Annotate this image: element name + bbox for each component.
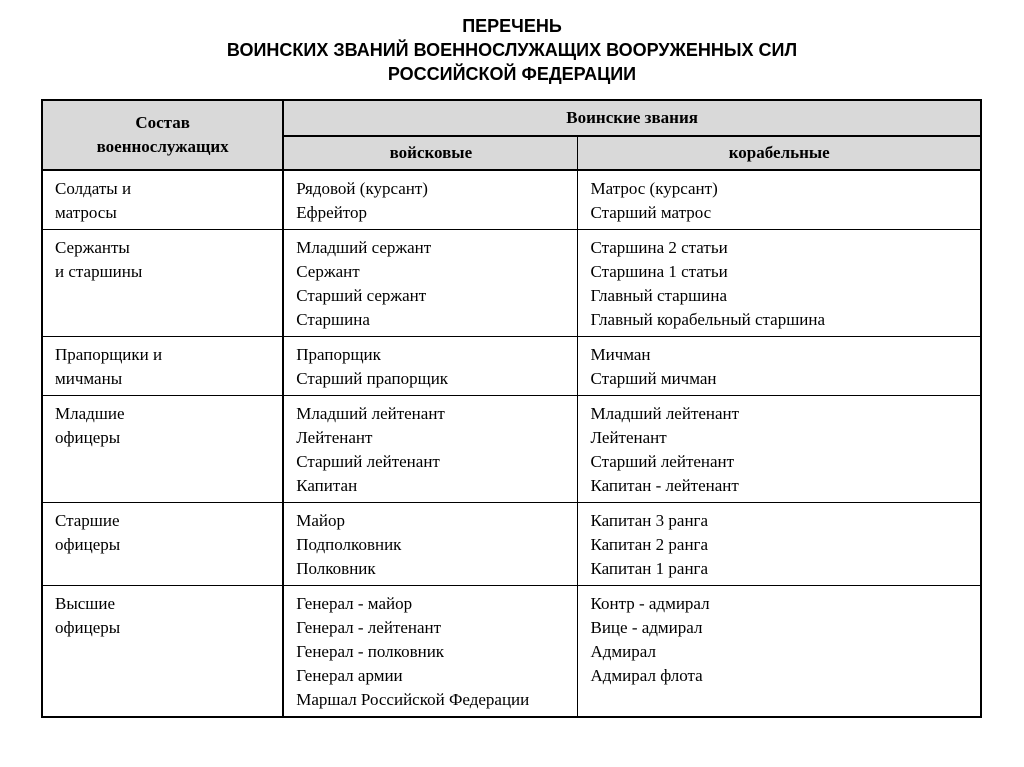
korabelnye-cell	[578, 337, 981, 396]
header-row-top	[42, 100, 981, 136]
rank-line: Старшие	[55, 511, 120, 530]
rank-line: Капитан 2 ранга	[590, 535, 709, 554]
header-korabelnye: корабельные	[578, 136, 981, 170]
rank-line: Генерал - майор	[296, 594, 413, 613]
rank-line: Главный корабельный старшина	[590, 310, 826, 329]
rank-line: Старший лейтенант	[590, 452, 735, 471]
rank-line: Старший сержант	[296, 286, 427, 305]
rank-line: Высшие	[55, 594, 116, 613]
rank-line: Лейтенант	[296, 428, 373, 447]
rank-line: Капитан 3 ранга	[590, 511, 709, 530]
table-row	[42, 170, 981, 230]
rank-line: Маршал Российской Федерации	[296, 690, 530, 709]
rank-line: Младший лейтенант	[296, 404, 445, 423]
rank-line: Вице - адмирал	[590, 618, 703, 637]
rank-line: мичманы	[55, 369, 123, 388]
rank-line: Полковник	[296, 559, 376, 578]
rank-line: и старшины	[55, 262, 143, 281]
header-voiskovye: войсковые	[283, 136, 578, 170]
korabelnye-cell	[578, 230, 981, 337]
rank-line: матросы	[55, 203, 117, 222]
rank-line: Адмирал	[590, 642, 656, 661]
rank-line: Прапорщики и	[55, 345, 163, 364]
rank-line: Главный старшина	[590, 286, 728, 305]
category-cell	[42, 586, 283, 718]
table-row	[42, 586, 981, 718]
voiskovye-cell	[283, 503, 578, 586]
rank-line: Генерал армии	[296, 666, 403, 685]
rank-line: Адмирал флота	[590, 666, 703, 685]
rank-line: Капитан	[296, 476, 358, 495]
rank-line: Старшина	[296, 310, 370, 329]
header-voinskie-zvaniya: Воинские звания	[283, 100, 981, 136]
category-cell	[42, 170, 283, 230]
page-title	[0, 14, 1024, 86]
header-sostav-line-1: Состав	[135, 113, 190, 132]
ranks-table	[41, 99, 982, 718]
rank-line: Сержант	[296, 262, 360, 281]
korabelnye-cell	[578, 170, 981, 230]
korabelnye-cell	[578, 396, 981, 503]
category-cell	[42, 337, 283, 396]
rank-line: Контр - адмирал	[590, 594, 710, 613]
rank-line: Генерал - лейтенант	[296, 618, 442, 637]
ranks-table-body	[42, 170, 981, 717]
rank-line: Солдаты и	[55, 179, 132, 198]
rank-line: Сержанты	[55, 238, 130, 257]
rank-line: офицеры	[55, 618, 121, 637]
table-row	[42, 230, 981, 337]
rank-line: Мичман	[590, 345, 651, 364]
table-row	[42, 337, 981, 396]
rank-line: Капитан - лейтенант	[590, 476, 739, 495]
header-sostav-line-2: военнослужащих	[96, 137, 229, 156]
category-cell	[42, 396, 283, 503]
rank-line: Матрос (курсант)	[590, 179, 718, 198]
rank-line: Младший сержант	[296, 238, 432, 257]
voiskovye-cell	[283, 230, 578, 337]
rank-line: Капитан 1 ранга	[590, 559, 709, 578]
title-line-1: ПЕРЕЧЕНЬ	[462, 16, 562, 36]
title-line-3: РОССИЙСКОЙ ФЕДЕРАЦИИ	[387, 64, 637, 84]
voiskovye-cell	[283, 396, 578, 503]
rank-line: офицеры	[55, 535, 121, 554]
korabelnye-cell	[578, 586, 981, 718]
korabelnye-cell	[578, 503, 981, 586]
rank-line: Младшие	[55, 404, 125, 423]
rank-line: Ефрейтор	[296, 203, 367, 222]
rank-line: Рядовой (курсант)	[296, 179, 428, 198]
rank-line: Старшина 2 статьи	[590, 238, 728, 257]
table-row	[42, 503, 981, 586]
rank-line: Младший лейтенант	[590, 404, 740, 423]
header-sostav	[42, 100, 283, 170]
voiskovye-cell	[283, 337, 578, 396]
category-cell	[42, 503, 283, 586]
rank-line: Подполковник	[296, 535, 402, 554]
rank-line: Лейтенант	[590, 428, 667, 447]
title-line-2: ВОИНСКИХ ЗВАНИЙ ВОЕННОСЛУЖАЩИХ ВООРУЖЕННЫХ СИЛ	[226, 40, 798, 60]
category-cell	[42, 230, 283, 337]
table-row	[42, 396, 981, 503]
rank-line: Старший прапорщик	[296, 369, 449, 388]
rank-line: Старшина 1 статьи	[590, 262, 728, 281]
voiskovye-cell	[283, 586, 578, 718]
rank-line: офицеры	[55, 428, 121, 447]
rank-line: Майор	[296, 511, 346, 530]
rank-line: Генерал - полковник	[296, 642, 445, 661]
voiskovye-cell	[283, 170, 578, 230]
rank-line: Старший матрос	[590, 203, 712, 222]
rank-line: Старший мичман	[590, 369, 717, 388]
rank-line: Старший лейтенант	[296, 452, 440, 471]
rank-line: Прапорщик	[296, 345, 381, 364]
